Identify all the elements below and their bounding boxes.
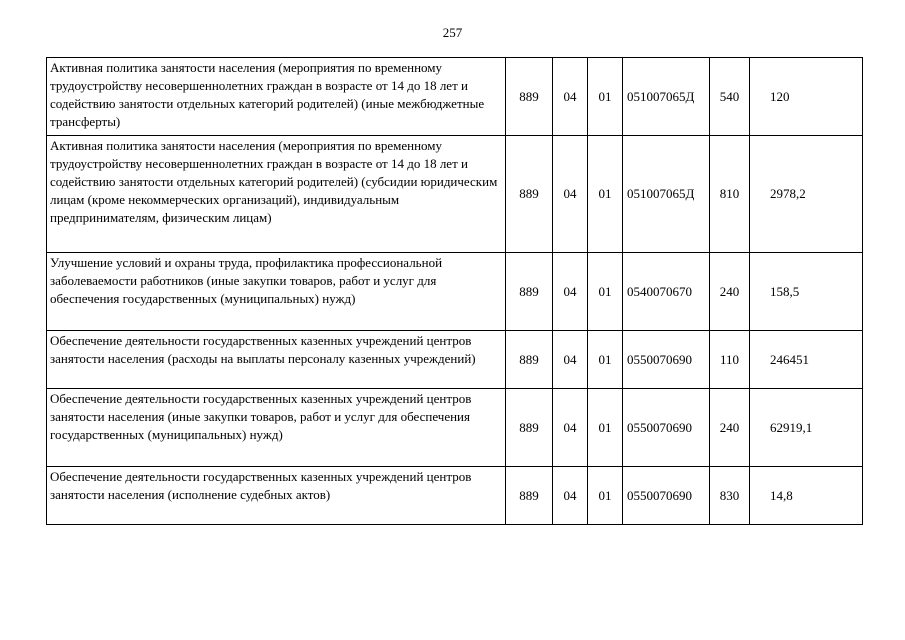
row-subsection: 01 [588, 389, 623, 467]
row-admin-code: 889 [506, 331, 553, 389]
row-section: 04 [553, 331, 588, 389]
row-subsection: 01 [588, 253, 623, 331]
row-description: Активная политика занятости населения (мероприятия по временному трудоустройству несовершеннолетних граждан в возрасте от 14 до 18 лет и содействию занятости отдельных категорий родителей) (иные межбюджетные трансферты) [47, 58, 506, 136]
row-expense-type: 240 [710, 389, 750, 467]
row-expense-type: 110 [710, 331, 750, 389]
row-expense-type: 240 [710, 253, 750, 331]
row-admin-code: 889 [506, 253, 553, 331]
row-target-code: 051007065Д [623, 58, 710, 136]
row-target-code: 0550070690 [623, 467, 710, 525]
row-description: Обеспечение деятельности государственных казенных учреждений центров занятости населения (расходы на выплаты персоналу казенных учреждений) [47, 331, 506, 389]
row-amount: 2978,2 [750, 136, 863, 253]
row-admin-code: 889 [506, 136, 553, 253]
table-row [47, 467, 863, 525]
row-amount: 62919,1 [750, 389, 863, 467]
row-target-code: 0550070690 [623, 389, 710, 467]
row-section: 04 [553, 253, 588, 331]
row-expense-type: 810 [710, 136, 750, 253]
row-amount: 14,8 [750, 467, 863, 525]
row-section: 04 [553, 467, 588, 525]
row-expense-type: 540 [710, 58, 750, 136]
row-description: Улучшение условий и охраны труда, профилактика профессиональной заболеваемости работников (иные закупки товаров, работ и услуг для обеспечения государственных (муниципальных) нужд) [47, 253, 506, 331]
row-section: 04 [553, 58, 588, 136]
row-expense-type: 830 [710, 467, 750, 525]
row-section: 04 [553, 389, 588, 467]
table-row [47, 136, 863, 253]
row-description: Активная политика занятости населения (мероприятия по временному трудоустройству несовершеннолетних граждан в возрасте от 14 до 18 лет и содействию занятости отдельных категорий родителей) (субсидии юридическим лицам (кроме некоммерческих организаций), индивидуальным предпринимателям, физическим лицам) [47, 136, 506, 253]
budget-table [46, 57, 863, 525]
row-amount: 120 [750, 58, 863, 136]
row-target-code: 051007065Д [623, 136, 710, 253]
table-row [47, 331, 863, 389]
row-subsection: 01 [588, 58, 623, 136]
row-admin-code: 889 [506, 58, 553, 136]
row-amount: 246451 [750, 331, 863, 389]
table-row [47, 58, 863, 136]
row-admin-code: 889 [506, 389, 553, 467]
row-subsection: 01 [588, 467, 623, 525]
row-description: Обеспечение деятельности государственных казенных учреждений центров занятости населения (исполнение судебных актов) [47, 467, 506, 525]
row-target-code: 0550070690 [623, 331, 710, 389]
row-description: Обеспечение деятельности государственных казенных учреждений центров занятости населения (иные закупки товаров, работ и услуг для обеспечения государственных (муниципальных) нужд) [47, 389, 506, 467]
table-row [47, 253, 863, 331]
row-target-code: 0540070670 [623, 253, 710, 331]
row-amount: 158,5 [750, 253, 863, 331]
row-section: 04 [553, 136, 588, 253]
page-number: 257 [442, 25, 463, 40]
row-subsection: 01 [588, 136, 623, 253]
row-subsection: 01 [588, 331, 623, 389]
row-admin-code: 889 [506, 467, 553, 525]
table-row [47, 389, 863, 467]
